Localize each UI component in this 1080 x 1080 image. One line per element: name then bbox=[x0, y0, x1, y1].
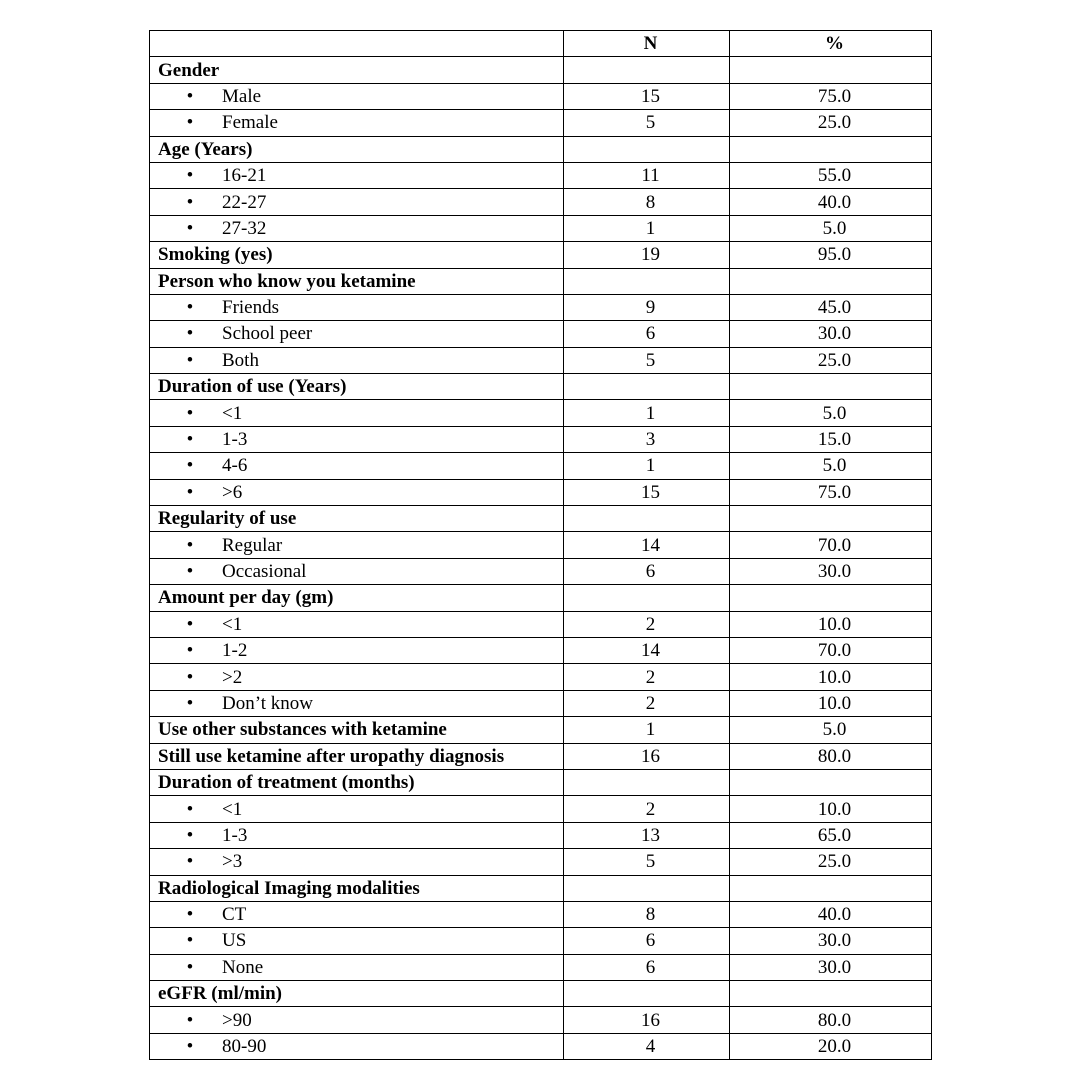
percent-value-cell: 45.0 bbox=[730, 294, 932, 320]
row-label: Friends bbox=[222, 297, 279, 319]
percent-value-cell: 30.0 bbox=[730, 321, 932, 347]
category-label-cell bbox=[150, 717, 564, 743]
table-row-category bbox=[150, 769, 932, 795]
bullet-icon: • bbox=[186, 85, 194, 107]
table-row bbox=[150, 400, 932, 426]
table-row bbox=[150, 532, 932, 558]
table-row bbox=[150, 189, 932, 215]
n-value-cell: 14 bbox=[564, 637, 730, 663]
bullet-icon: • bbox=[186, 534, 194, 556]
row-label: School peer bbox=[222, 323, 313, 345]
item-label-cell bbox=[150, 294, 564, 320]
percent-value-cell: 5.0 bbox=[730, 400, 932, 426]
row-label: CT bbox=[222, 904, 247, 926]
percent-value-cell: 40.0 bbox=[730, 189, 932, 215]
bullet-icon: • bbox=[186, 297, 194, 319]
row-label: Both bbox=[222, 349, 259, 371]
table-row bbox=[150, 611, 932, 637]
percent-value-cell: 25.0 bbox=[730, 347, 932, 373]
n-value-cell: 15 bbox=[564, 479, 730, 505]
n-value-cell: 2 bbox=[564, 690, 730, 716]
table-row bbox=[150, 347, 932, 373]
row-label: >6 bbox=[222, 481, 243, 503]
row-label: <1 bbox=[222, 402, 243, 424]
row-label: Regularity of use bbox=[158, 508, 297, 530]
bullet-icon: • bbox=[186, 851, 194, 873]
bullet-icon: • bbox=[186, 956, 194, 978]
item-label-cell bbox=[150, 83, 564, 109]
header-percent-cell: % bbox=[730, 31, 932, 57]
percent-value-cell bbox=[730, 585, 932, 611]
bullet-icon: • bbox=[186, 429, 194, 451]
n-value-cell bbox=[564, 769, 730, 795]
percent-value-cell: 95.0 bbox=[730, 242, 932, 268]
percent-value-cell bbox=[730, 875, 932, 901]
table-row bbox=[150, 215, 932, 241]
bullet-icon: • bbox=[186, 402, 194, 424]
category-label-cell bbox=[150, 268, 564, 294]
n-value-cell: 9 bbox=[564, 294, 730, 320]
percent-value-cell: 25.0 bbox=[730, 849, 932, 875]
table-row-category bbox=[150, 875, 932, 901]
percent-value-cell: 40.0 bbox=[730, 901, 932, 927]
n-value-cell: 2 bbox=[564, 611, 730, 637]
n-value-cell: 8 bbox=[564, 189, 730, 215]
percent-value-cell: 10.0 bbox=[730, 796, 932, 822]
row-label: >3 bbox=[222, 851, 243, 873]
row-label: 22-27 bbox=[222, 191, 267, 213]
n-value-cell: 6 bbox=[564, 558, 730, 584]
table-row bbox=[150, 558, 932, 584]
item-label-cell bbox=[150, 110, 564, 136]
percent-value-cell bbox=[730, 506, 932, 532]
category-label-cell bbox=[150, 875, 564, 901]
percent-value-cell: 5.0 bbox=[730, 453, 932, 479]
row-label: Female bbox=[222, 112, 278, 134]
bullet-icon: • bbox=[186, 930, 194, 952]
item-label-cell bbox=[150, 558, 564, 584]
percent-value-cell: 10.0 bbox=[730, 611, 932, 637]
item-label-cell bbox=[150, 215, 564, 241]
bullet-icon: • bbox=[186, 1009, 194, 1031]
bullet-icon: • bbox=[186, 481, 194, 503]
item-label-cell bbox=[150, 796, 564, 822]
row-label: Gender bbox=[158, 59, 220, 81]
percent-value-cell: 75.0 bbox=[730, 83, 932, 109]
percent-value-cell bbox=[730, 268, 932, 294]
bullet-icon: • bbox=[186, 904, 194, 926]
bullet-icon: • bbox=[186, 323, 194, 345]
item-label-cell bbox=[150, 690, 564, 716]
percent-value-cell: 80.0 bbox=[730, 1007, 932, 1033]
row-label: Use other substances with ketamine bbox=[158, 719, 447, 741]
n-value-cell bbox=[564, 374, 730, 400]
item-label-cell bbox=[150, 637, 564, 663]
table-row bbox=[150, 453, 932, 479]
n-value-cell bbox=[564, 585, 730, 611]
bullet-icon: • bbox=[186, 798, 194, 820]
n-value-cell: 1 bbox=[564, 400, 730, 426]
row-label: <1 bbox=[222, 798, 243, 820]
row-label: Occasional bbox=[222, 561, 307, 582]
category-label-cell bbox=[150, 136, 564, 162]
bullet-icon: • bbox=[186, 666, 194, 688]
row-label: Regular bbox=[222, 534, 283, 556]
table-row bbox=[150, 954, 932, 980]
bullet-icon: • bbox=[186, 191, 194, 213]
percent-value-cell: 10.0 bbox=[730, 690, 932, 716]
table-row-category bbox=[150, 268, 932, 294]
row-label: 16-21 bbox=[222, 165, 267, 187]
row-label: >90 bbox=[222, 1009, 252, 1031]
item-label-cell bbox=[150, 400, 564, 426]
table-row-category bbox=[150, 136, 932, 162]
table-row bbox=[150, 110, 932, 136]
table-row bbox=[150, 849, 932, 875]
n-value-cell: 11 bbox=[564, 162, 730, 188]
n-value-cell bbox=[564, 268, 730, 294]
n-value-cell bbox=[564, 875, 730, 901]
n-value-cell bbox=[564, 506, 730, 532]
row-label: US bbox=[222, 930, 247, 952]
characteristics-table-container bbox=[149, 30, 931, 1060]
table-row bbox=[150, 637, 932, 663]
item-label-cell bbox=[150, 1033, 564, 1059]
n-value-cell: 15 bbox=[564, 83, 730, 109]
bullet-icon: • bbox=[186, 561, 194, 582]
percent-value-cell: 25.0 bbox=[730, 110, 932, 136]
category-label-cell bbox=[150, 981, 564, 1007]
n-value-cell: 8 bbox=[564, 901, 730, 927]
table-row-category bbox=[150, 585, 932, 611]
n-value-cell: 5 bbox=[564, 849, 730, 875]
table-row-category bbox=[150, 717, 932, 743]
row-label: Male bbox=[222, 85, 262, 107]
row-label: 1-3 bbox=[222, 824, 248, 846]
percent-value-cell bbox=[730, 136, 932, 162]
category-label-cell bbox=[150, 374, 564, 400]
table-row bbox=[150, 426, 932, 452]
header-n-cell: N bbox=[564, 31, 730, 57]
table-row bbox=[150, 928, 932, 954]
item-label-cell bbox=[150, 611, 564, 637]
item-label-cell bbox=[150, 453, 564, 479]
row-label: 1-3 bbox=[222, 429, 248, 451]
header-label-cell bbox=[150, 31, 564, 57]
row-label: Don’t know bbox=[222, 692, 313, 714]
percent-value-cell bbox=[730, 374, 932, 400]
percent-value-cell: 30.0 bbox=[730, 558, 932, 584]
n-value-cell: 3 bbox=[564, 426, 730, 452]
percent-value-cell bbox=[730, 981, 932, 1007]
bullet-icon: • bbox=[186, 165, 194, 187]
bullet-icon: • bbox=[186, 455, 194, 477]
percent-value-cell bbox=[730, 769, 932, 795]
table-row bbox=[150, 83, 932, 109]
row-label: 80-90 bbox=[222, 1036, 267, 1058]
n-value-cell: 6 bbox=[564, 321, 730, 347]
bullet-icon: • bbox=[186, 613, 194, 635]
percent-value-cell: 5.0 bbox=[730, 215, 932, 241]
item-label-cell bbox=[150, 954, 564, 980]
row-label: <1 bbox=[222, 613, 243, 635]
percent-value-cell: 80.0 bbox=[730, 743, 932, 769]
bullet-icon: • bbox=[186, 349, 194, 371]
table-row-category bbox=[150, 242, 932, 268]
category-label-cell bbox=[150, 242, 564, 268]
item-label-cell bbox=[150, 426, 564, 452]
table-row-category bbox=[150, 57, 932, 83]
table-row bbox=[150, 294, 932, 320]
percent-value-cell: 30.0 bbox=[730, 928, 932, 954]
item-label-cell bbox=[150, 822, 564, 848]
percent-value-cell: 15.0 bbox=[730, 426, 932, 452]
percent-value-cell: 20.0 bbox=[730, 1033, 932, 1059]
item-label-cell bbox=[150, 347, 564, 373]
table-row bbox=[150, 796, 932, 822]
n-value-cell: 5 bbox=[564, 110, 730, 136]
n-value-cell: 16 bbox=[564, 743, 730, 769]
percent-value-cell: 70.0 bbox=[730, 637, 932, 663]
item-label-cell bbox=[150, 189, 564, 215]
percent-value-cell: 65.0 bbox=[730, 822, 932, 848]
n-value-cell: 6 bbox=[564, 928, 730, 954]
table-row bbox=[150, 822, 932, 848]
bullet-icon: • bbox=[186, 112, 194, 134]
n-value-cell: 2 bbox=[564, 664, 730, 690]
table-row-category bbox=[150, 743, 932, 769]
n-value-cell: 19 bbox=[564, 242, 730, 268]
table-row-category bbox=[150, 506, 932, 532]
table-row bbox=[150, 690, 932, 716]
bullet-icon: • bbox=[186, 640, 194, 662]
row-label: Radiological Imaging modalities bbox=[158, 877, 420, 899]
table-row bbox=[150, 162, 932, 188]
percent-value-cell: 5.0 bbox=[730, 717, 932, 743]
category-label-cell bbox=[150, 506, 564, 532]
table-body bbox=[150, 57, 932, 1060]
characteristics-table bbox=[149, 30, 932, 1060]
table-row bbox=[150, 1007, 932, 1033]
category-label-cell bbox=[150, 769, 564, 795]
percent-value-cell: 75.0 bbox=[730, 479, 932, 505]
n-value-cell: 5 bbox=[564, 347, 730, 373]
n-value-cell: 13 bbox=[564, 822, 730, 848]
bullet-icon: • bbox=[186, 824, 194, 846]
row-label: Still use ketamine after uropathy diagnosis bbox=[158, 745, 505, 767]
percent-value-cell: 55.0 bbox=[730, 162, 932, 188]
item-label-cell bbox=[150, 321, 564, 347]
row-label: >2 bbox=[222, 666, 243, 688]
n-value-cell bbox=[564, 57, 730, 83]
n-value-cell: 1 bbox=[564, 717, 730, 743]
n-value-cell: 14 bbox=[564, 532, 730, 558]
n-value-cell: 6 bbox=[564, 954, 730, 980]
table-row bbox=[150, 901, 932, 927]
category-label-cell bbox=[150, 585, 564, 611]
row-label: None bbox=[222, 956, 264, 978]
table-row bbox=[150, 321, 932, 347]
item-label-cell bbox=[150, 1007, 564, 1033]
row-label: 27-32 bbox=[222, 217, 267, 239]
row-label: 4-6 bbox=[222, 455, 248, 477]
row-label: Duration of treatment (months) bbox=[158, 772, 415, 794]
bullet-icon: • bbox=[186, 217, 194, 239]
table-row-category bbox=[150, 981, 932, 1007]
n-value-cell bbox=[564, 136, 730, 162]
category-label-cell bbox=[150, 743, 564, 769]
item-label-cell bbox=[150, 901, 564, 927]
row-label: Duration of use (Years) bbox=[158, 376, 347, 398]
n-value-cell: 2 bbox=[564, 796, 730, 822]
table-row bbox=[150, 664, 932, 690]
item-label-cell bbox=[150, 532, 564, 558]
item-label-cell bbox=[150, 162, 564, 188]
item-label-cell bbox=[150, 479, 564, 505]
n-value-cell: 1 bbox=[564, 453, 730, 479]
n-value-cell: 16 bbox=[564, 1007, 730, 1033]
row-label: Amount per day (gm) bbox=[158, 587, 334, 609]
bullet-icon: • bbox=[186, 1036, 194, 1058]
percent-value-cell: 70.0 bbox=[730, 532, 932, 558]
item-label-cell bbox=[150, 928, 564, 954]
n-value-cell bbox=[564, 981, 730, 1007]
table-row bbox=[150, 479, 932, 505]
table-row bbox=[150, 1033, 932, 1059]
row-label: eGFR (ml/min) bbox=[158, 983, 283, 1005]
n-value-cell: 1 bbox=[564, 215, 730, 241]
bullet-icon: • bbox=[186, 692, 194, 714]
row-label: Person who know you ketamine bbox=[158, 270, 416, 292]
table-row-category bbox=[150, 374, 932, 400]
row-label: 1-2 bbox=[222, 640, 248, 662]
item-label-cell bbox=[150, 664, 564, 690]
row-label: Age (Years) bbox=[158, 138, 253, 160]
item-label-cell bbox=[150, 849, 564, 875]
category-label-cell bbox=[150, 57, 564, 83]
n-value-cell: 4 bbox=[564, 1033, 730, 1059]
percent-value-cell: 30.0 bbox=[730, 954, 932, 980]
percent-value-cell: 10.0 bbox=[730, 664, 932, 690]
row-label: Smoking (yes) bbox=[158, 244, 273, 266]
percent-value-cell bbox=[730, 57, 932, 83]
table-header-row bbox=[150, 31, 932, 57]
